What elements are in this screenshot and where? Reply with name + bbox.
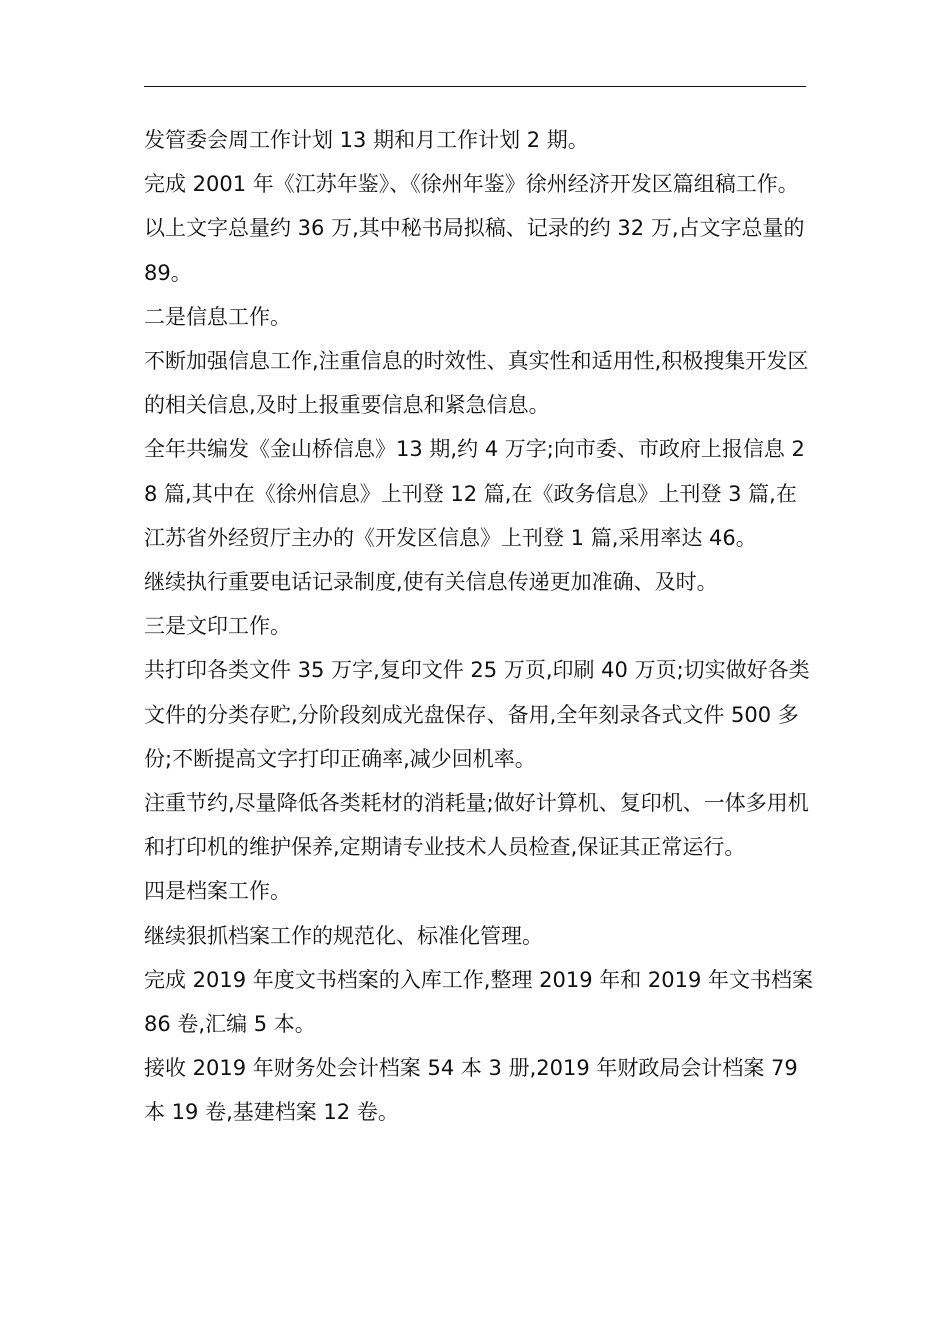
paragraph: 完成 2001 年《江苏年鉴》、《徐州年鉴》徐州经济开发区篇组稿工作。 [144, 172, 799, 197]
paragraph: 以上文字总量约 36 万,其中秘书局拟稿、记录的约 32 万,占文字总量的 89。 [144, 216, 805, 285]
section-heading: 三是文印工作。 [144, 614, 291, 639]
document-body [144, 118, 814, 1135]
paragraph: 完成 2019 年度文书档案的入库工作,整理 2019 年和 2019 年文书档案 86 卷,汇编 5 本。 [144, 967, 814, 1037]
paragraph: 发管委会周工作计划 13 期和月工作计划 2 期。 [144, 128, 589, 152]
paragraph: 继续执行重要电话记录制度,使有关信息传递更加准确、及时。 [144, 570, 718, 595]
header-rule [144, 86, 806, 87]
paragraph: 不断加强信息工作,注重信息的时效性、真实性和适用性,积极搜集开发区的相关信息,及时上报重要信息和紧急信息。 [144, 349, 809, 418]
section-heading: 二是信息工作。 [144, 304, 291, 329]
paragraph: 接收 2019 年财务处会计档案 54 本 3 册,2019 年财政局会计档案 79 本 19 卷,基建档案 12 卷。 [144, 1056, 798, 1125]
paragraph: 共打印各类文件 35 万字,复印文件 25 万页,印刷 40 万页;切实做好各类文件的分类存贮,分阶段刻成光盘保存、备用,全年刻录各式文件 500 多份;不断提高文字打印正确率,减少回机率。 [144, 658, 810, 771]
section-heading: 四是档案工作。 [144, 879, 291, 904]
paragraph: 全年共编发《金山桥信息》13 期,约 4 万字;向市委、市政府上报信息 28 篇,其中在《徐州信息》上刊登 12 篇,在《政务信息》上刊登 3 篇,在江苏省外经贸厅主办的《开发区信息》上刊登 1 篇,采用率达 46。 [144, 437, 805, 550]
paragraph: 注重节约,尽量降低各类耗材的消耗量;做好计算机、复印机、一体多用机和打印机的维护保养,定期请专业技术人员检查,保证其正常运行。 [144, 791, 809, 860]
paragraph: 继续狠抓档案工作的规范化、标准化管理。 [144, 923, 543, 948]
